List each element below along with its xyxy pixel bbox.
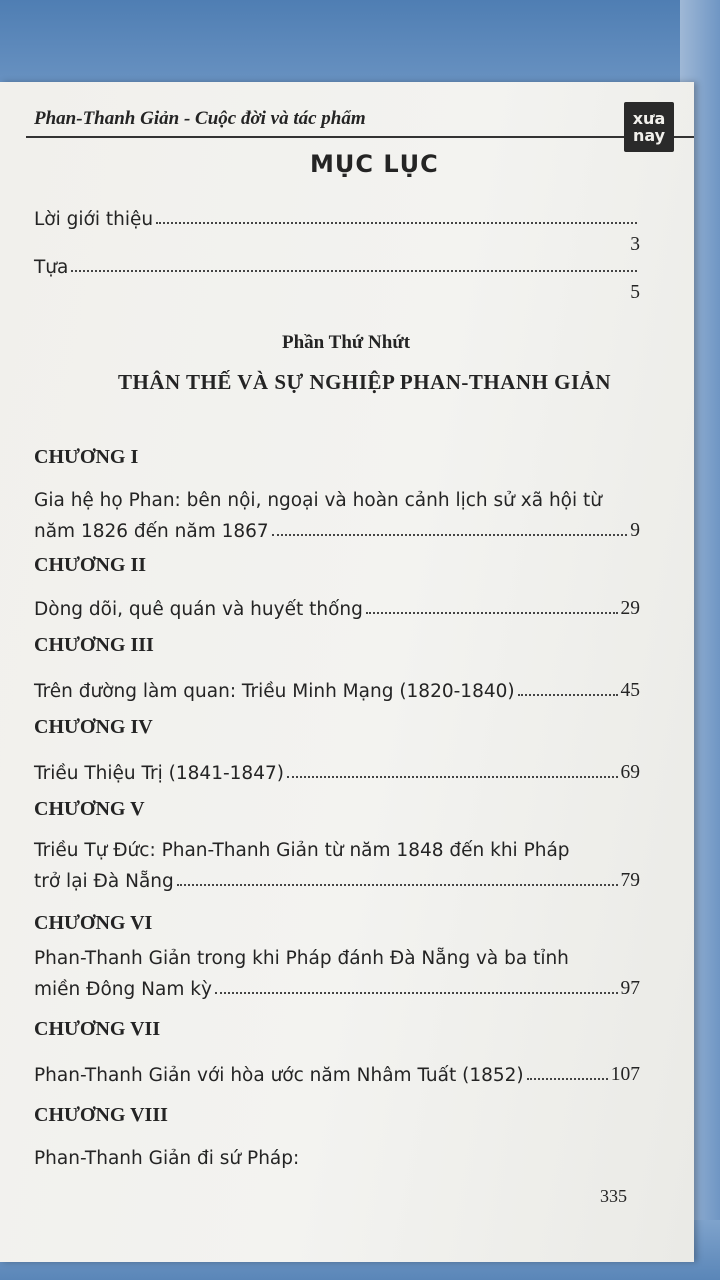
chapter-heading: CHƯƠNG II [34,554,147,576]
toc-entry-preface[interactable] [34,204,640,256]
publisher-logo [624,102,674,152]
toc-entry-line: miền Đông Nam kỳ [34,979,212,1000]
chapter-heading: CHƯƠNG I [34,446,139,468]
toc-entry-page: 5 [630,282,640,303]
toc-entry-chapter-7[interactable] [34,1060,640,1086]
chapter-heading: CHƯƠNG VI [34,912,153,934]
toc-entry-line: trở lại Đà Nẵng [34,871,174,892]
leader-dots [287,774,618,778]
toc-entry-page: 69 [620,762,640,783]
chapter-heading: CHƯƠNG IV [34,716,153,738]
toc-entry-page: 97 [620,978,640,999]
chapter-heading: CHƯƠNG V [34,798,145,820]
part-title: THÂN THẾ VÀ SỰ NGHIỆP PHAN-THANH GIẢN [118,370,611,394]
leader-dots [527,1076,608,1080]
toc-entry-page: 9 [630,520,640,541]
toc-entry-label: Tựa [34,257,69,278]
publisher-logo-text: xưa nay [632,109,666,145]
part-subtitle: Phần Thứ Nhứt [282,332,411,353]
toc-entry-chapter-4[interactable] [34,758,640,784]
toc-entry-line: Phan-Thanh Giản trong khi Pháp đánh Đà Nẵng và ba tỉnh [34,948,569,969]
toc-entry-chapter-3[interactable] [34,676,640,702]
book-page [0,82,694,1262]
leader-dots [177,882,618,886]
leader-dots [366,610,618,614]
running-header: Phan-Thanh Giản - Cuộc đời và tác phẩm [34,108,366,129]
toc-entry-chapter-6[interactable] [34,944,640,1000]
chapter-heading: CHƯƠNG VII [34,1018,161,1040]
leader-dots [272,532,628,536]
toc-entry-chapter-1[interactable] [34,486,640,542]
chapter-heading: CHƯƠNG III [34,634,154,656]
toc-title: MỤC LỤC [310,150,439,178]
toc-entry-page: 107 [610,1064,640,1085]
toc-entry-line: Gia hệ họ Phan: bên nội, ngoại và hoàn cảnh lịch sử xã hội từ [34,490,602,511]
leader-dots [156,220,637,224]
chapter-heading: CHƯƠNG VIII [34,1104,168,1126]
page-number: 335 [600,1186,627,1206]
toc-entry-line: Triều Thiệu Trị (1841-1847) [34,763,284,784]
leader-dots [518,692,618,696]
toc-entry-page: 3 [630,234,640,255]
leader-dots [215,990,618,994]
toc-entry-chapter-8[interactable] [34,1144,640,1174]
toc-entry-page: 45 [620,680,640,701]
toc-entry-page: 29 [620,598,640,619]
toc-entry-line: Triều Tự Đức: Phan-Thanh Giản từ năm 1848 đến khi Pháp [34,840,570,861]
toc-entry-line: Dòng dõi, quê quán và huyết thống [34,599,363,620]
toc-entry-foreword[interactable] [34,252,640,304]
background-top [0,0,720,90]
leader-dots [71,268,637,272]
header-rule [26,136,694,138]
toc-entry-label: Lời giới thiệu [34,209,154,230]
toc-entry-line: năm 1826 đến năm 1867 [34,521,269,542]
toc-entry-line: Phan-Thanh Giản với hòa ước năm Nhâm Tuất (1852) [34,1065,524,1086]
toc-entry-page: 79 [620,870,640,891]
toc-entry-chapter-5[interactable] [34,836,640,892]
toc-entry-line: Trên đường làm quan: Triều Minh Mạng (1820-1840) [34,681,515,702]
toc-entry-line: Phan-Thanh Giản đi sứ Pháp: [34,1148,300,1169]
toc-entry-chapter-2[interactable] [34,594,640,620]
